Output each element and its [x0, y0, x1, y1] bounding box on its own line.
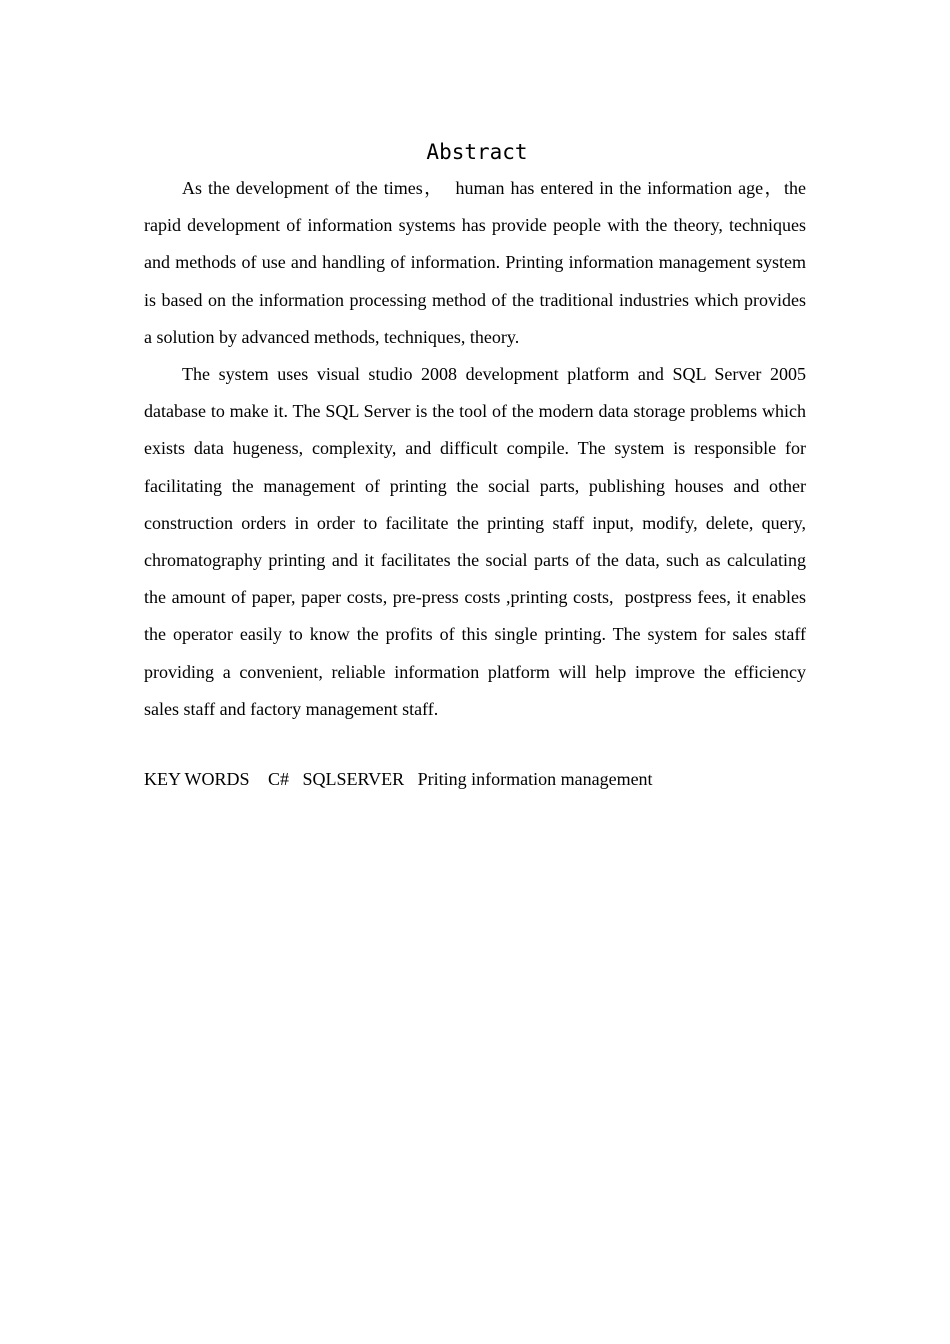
- abstract-section: [144, 134, 815, 791]
- keyword-item: SQLSERVER: [302, 769, 405, 790]
- abstract-paragraph-2: The system uses visual studio 2008 development platform and SQL Server 2005 database to make it. The SQL Server is the tool of the modern data storage problems which exists data hugeness, complexity, and difficult compile. The system is responsible for facilitating the management of printing the social parts, publishing houses and other construction orders in order to facilitate the printing staff input, modify, delete, query, chromatography printing and it facilitates the social parts of the data, such as calculating the amount of paper, paper costs, pre-press costs ,printing costs, postpress fees, it enables the operator easily to know the profits of this single printing. The system for sales staff providing a convenient, reliable information platform will help improve the efficiency sales staff and factory management staff.: [144, 364, 815, 719]
- keyword-item: C#: [268, 769, 290, 790]
- abstract-paragraph-1: As the development of the times， human has entered in the information age，the rapid development of information systems has provide people with the theory, techniques and methods of use and handling of information. Printing information management system is based on the information processing method of the traditional industries which provides a solution by advanced methods, techniques, theory.: [144, 178, 811, 347]
- keyword-item: Priting information management: [417, 769, 653, 790]
- keywords-line: [144, 767, 806, 791]
- abstract-title: Abstract: [426, 140, 528, 164]
- keywords-label: KEY WORDS: [144, 769, 250, 790]
